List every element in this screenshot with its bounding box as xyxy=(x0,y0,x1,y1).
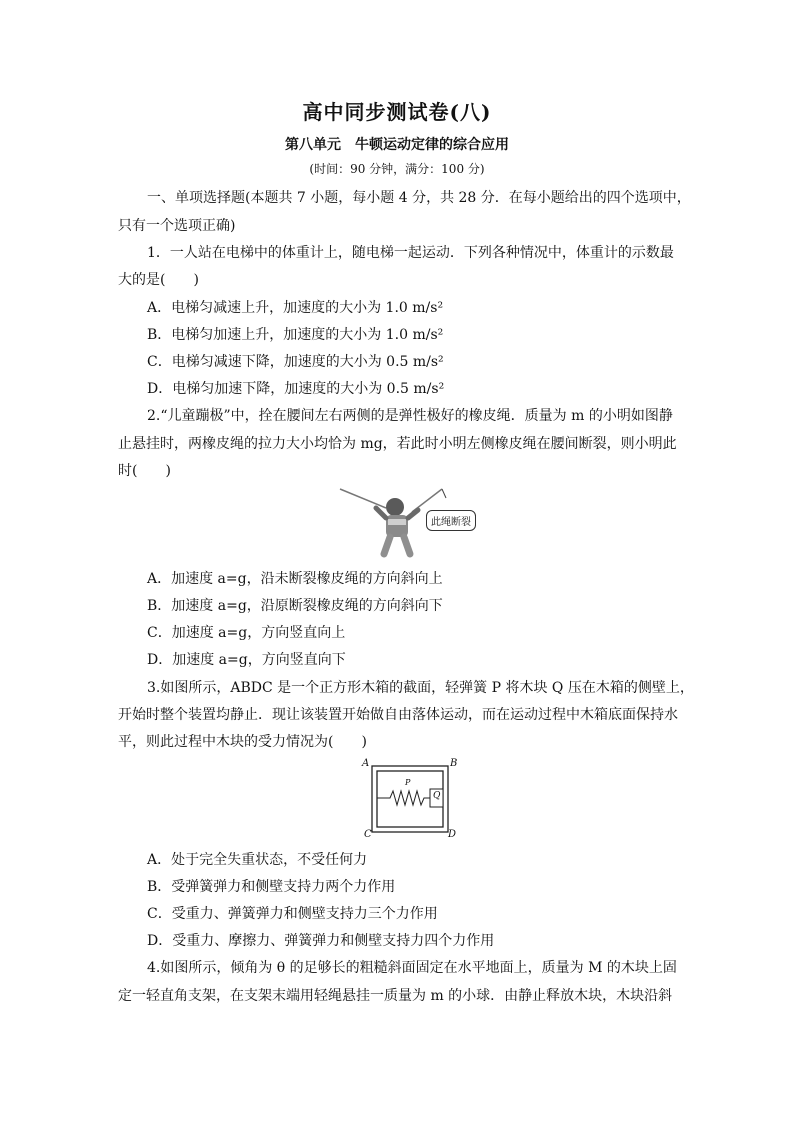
q1-option-b: B．电梯匀加速上升，加速度的大小为 1.0 m/s² xyxy=(147,327,444,343)
q1-option-d: D．电梯匀加速下降，加速度的大小为 0.5 m/s² xyxy=(147,381,445,397)
q3-option-a: A．处于完全失重状态，不受任何力 xyxy=(147,852,368,868)
q2-option-d: D．加速度 a=g，方向竖直向下 xyxy=(147,652,346,668)
q2-stem-line2: 止悬挂时，两橡皮绳的拉力大小均恰为 mg，若此时小明左侧橡皮绳在腰间断裂，则小明此 xyxy=(118,436,677,452)
q2-option-b: B．加速度 a=g，沿原断裂橡皮绳的方向斜向下 xyxy=(147,598,443,614)
child-bungee-figure xyxy=(338,486,471,564)
q3-stem-line3: 平，则此过程中木块的受力情况为( ) xyxy=(118,734,367,750)
label-p: P xyxy=(405,778,411,787)
label-q: Q xyxy=(433,791,441,801)
q1-option-c: C．电梯匀减速下降，加速度的大小为 0.5 m/s² xyxy=(147,354,444,370)
q4-stem-line2: 定一轻直角支架，在支架末端用轻绳悬挂一质量为 m 的小球．由静止释放木块，木块沿斜 xyxy=(118,988,673,1004)
q2-stem-line3: 时( ) xyxy=(118,463,171,479)
unit-subtitle: 第八单元 牛顿运动定律的综合应用 xyxy=(285,137,509,153)
q1-stem-line1: 1．一人站在电梯中的体重计上，随电梯一起运动．下列各种情况中，体重计的示数最 xyxy=(147,245,674,261)
q3-option-b: B．受弹簧弹力和侧壁支持力两个力作用 xyxy=(147,879,396,895)
label-d: D xyxy=(448,829,457,840)
section-heading-line1: 一、单项选择题(本题共 7 小题，每小题 4 分，共 28 分．在每小题给出的四个选项中， xyxy=(147,190,691,206)
q3-option-c: C．受重力、弹簧弹力和侧壁支持力三个力作用 xyxy=(147,906,438,922)
q4-stem-line1: 4.如图所示，倾角为 θ 的足够长的粗糙斜面固定在水平地面上，质量为 M 的木块上固 xyxy=(147,960,677,976)
box-spring-figure xyxy=(360,758,460,842)
q3-option-d: D．受重力、摩擦力、弹簧弹力和侧壁支持力四个力作用 xyxy=(147,933,495,949)
q2-option-a: A．加速度 a=g，沿未断裂橡皮绳的方向斜向上 xyxy=(147,571,443,587)
exam-meta: (时间：90 分钟，满分：100 分) xyxy=(309,162,485,176)
q1-option-a: A．电梯匀减速上升，加速度的大小为 1.0 m/s² xyxy=(147,300,444,316)
figure-callout-box xyxy=(426,510,476,531)
label-a: A xyxy=(362,758,370,769)
q3-stem-line1: 3.如图所示，ABDC 是一个正方形木箱的截面，轻弹簧 P 将木块 Q 压在木箱的侧壁上， xyxy=(147,680,694,696)
q2-option-c: C．加速度 a=g，方向竖直向上 xyxy=(147,625,346,641)
figure-callout-text: 此绳断裂 xyxy=(431,517,471,528)
label-c: C xyxy=(364,829,372,840)
q1-stem-line2: 大的是( ) xyxy=(118,272,199,288)
q3-stem-line2: 开始时整个装置均静止．现让该装置开始做自由落体运动，而在运动过程中木箱底面保持水 xyxy=(118,707,678,723)
section-heading-line2: 只有一个选项正确) xyxy=(118,218,236,234)
q2-stem-line1: 2.“儿童蹦极”中，拴在腰间左右两侧的是弹性极好的橡皮绳．质量为 m 的小明如图静 xyxy=(147,408,673,424)
label-b: B xyxy=(450,758,458,769)
box-spring-diagram xyxy=(360,758,460,842)
page-title: 高中同步测试卷(八) xyxy=(302,100,492,124)
